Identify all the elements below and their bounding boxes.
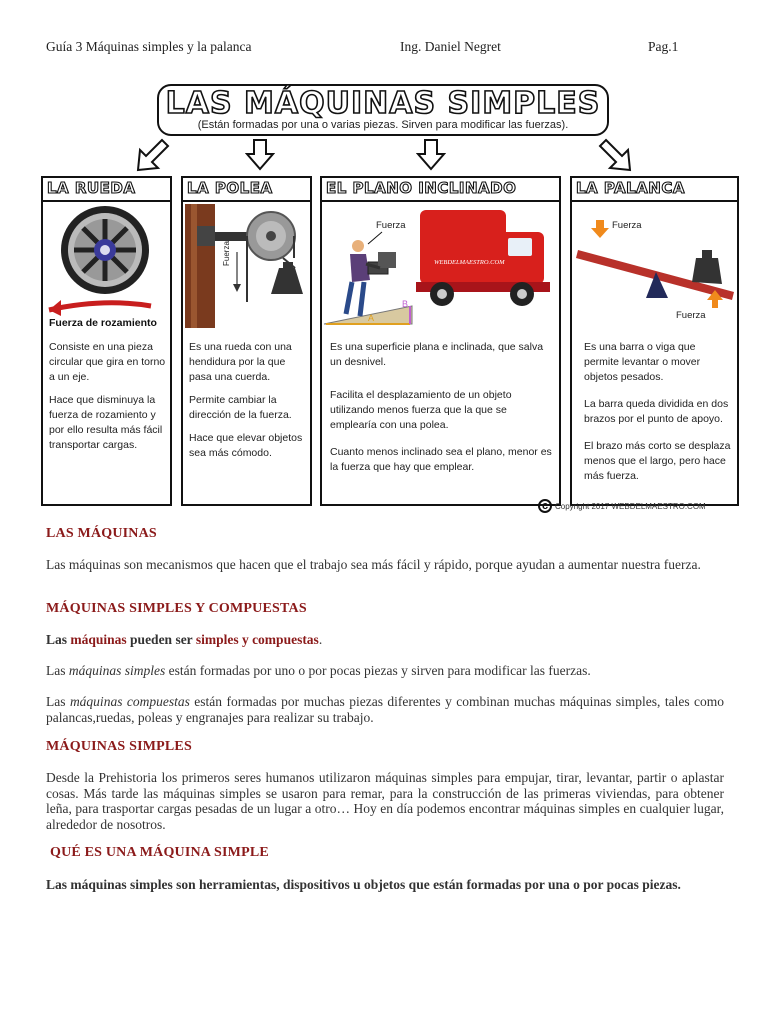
text-run: pueden ser <box>126 632 196 647</box>
copyright-icon: c <box>538 499 552 513</box>
panel-plano-title: EL PLANO INCLINADO <box>322 178 559 202</box>
panel-palanca-paragraph: Es una barra o viga que permite levantar o mover objetos pesados. <box>584 341 701 383</box>
panel-polea <box>181 176 312 506</box>
text-run: máquinas <box>70 632 127 647</box>
section-heading-simples: MÁQUINAS SIMPLES <box>46 739 192 754</box>
plane-point-a-label: A <box>368 313 375 323</box>
arrow-to-palanca-icon <box>596 136 636 174</box>
section-heading-simples-compuestas: MÁQUINAS SIMPLES Y COMPUESTAS <box>46 601 307 616</box>
lever-illustration <box>572 202 737 330</box>
wheel-force-label: Fuerza de rozamiento <box>49 317 157 329</box>
copyright-text: Copyright 2017 WEBDELMAESTRO.COM <box>555 501 706 511</box>
text-run: Las <box>46 663 69 678</box>
plane-point-b-label: B <box>402 299 409 309</box>
panel-rueda-paragraph: Consiste en una pieza circular que gira en torno a un eje. <box>49 341 166 383</box>
section-heading-maquinas: LAS MÁQUINAS <box>46 526 157 541</box>
header-page-number: Pag.1 <box>648 39 679 54</box>
text-run: están formadas por uno o por pocas piezas y sirven para modificar las fuerzas. <box>165 663 591 678</box>
panel-rueda-text <box>49 340 166 461</box>
truck-brand-text: WEBDELMAESTRO.COM <box>434 259 505 266</box>
infographic-subtitle: (Están formadas por una o varias piezas. Sirven para modificar las fuerzas). <box>197 119 569 131</box>
panel-palanca-paragraph: El brazo más corto se desplaza menos que el largo, pero hace más fuerza. <box>584 440 731 482</box>
copyright-notice <box>538 499 706 513</box>
lever-force-top-label: Fuerza <box>612 220 642 231</box>
panel-palanca-paragraph: La barra queda dividida en dos brazos por el punto de apoyo. <box>584 398 729 425</box>
panel-polea-paragraph: Es una rueda con una hendidura por la que pasa una cuerda. <box>189 341 292 383</box>
panel-palanca-text <box>584 340 733 492</box>
infographic-title-box <box>157 84 609 136</box>
panel-rueda-paragraph: Hace que disminuya la fuerza de rozamiento y por ello resulta más fácil transportar cargas. <box>49 394 163 451</box>
text-run: Las <box>46 632 71 647</box>
lever-force-bottom-label: Fuerza <box>676 310 706 321</box>
text-run: . <box>318 632 323 647</box>
panel-polea-paragraph: Permite cambiar la dirección de la fuerza. <box>189 394 292 421</box>
panel-plano-paragraph: Es una superficie plana e inclinada, que salva un desnivel. <box>330 341 544 368</box>
plane-force-label: Fuerza <box>376 220 406 231</box>
arrow-to-rueda-icon <box>132 136 172 174</box>
section-heading-que-es: QUÉ ES UNA MÁQUINA SIMPLE <box>50 845 269 860</box>
pulley-force-label: Fuerza <box>222 241 231 266</box>
text-run: Las <box>46 694 70 709</box>
panel-palanca <box>570 176 739 506</box>
section-text-maquinas: Las máquinas son mecanismos que hacen que el trabajo sea más fácil y rápido, porque ayudan a aumentar nuestra fuerza. <box>46 557 701 572</box>
panel-palanca-title: LA PALANCA <box>572 178 737 202</box>
panel-plano-paragraph: Facilita el desplazamiento de un objeto utilizando menos fuerza que la que se emplearía con una polea. <box>330 389 512 431</box>
simples-compuestas-line2 <box>46 663 724 679</box>
panel-rueda <box>41 176 172 506</box>
panel-plano-text <box>330 340 555 483</box>
panel-polea-title: LA POLEA <box>183 178 310 202</box>
pulley-illustration <box>183 202 310 330</box>
text-run: máquinas compuestas <box>69 694 190 709</box>
arrow-to-plano-icon <box>416 138 446 172</box>
header-author: Ing. Daniel Negret <box>400 39 501 54</box>
text-run: están formadas por muchas piezas diferentes y combinan muchas máquinas simples, tales como palancas,ruedas, poleas y engranajes para realizar su trabajo. <box>46 694 724 725</box>
wheel-illustration <box>43 202 170 330</box>
inclined-plane-illustration <box>322 202 559 330</box>
panel-plano-paragraph: Cuanto menos inclinado sea el plano, menor es la fuerza que hay que emplear. <box>330 446 552 473</box>
text-run: simples y compuestas <box>195 632 319 647</box>
panel-polea-text <box>189 340 306 469</box>
simples-compuestas-line1 <box>46 632 724 648</box>
section-text-que-es: Las máquinas simples son herramientas, dispositivos u objetos que están formadas por una o por pocas piezas. <box>46 877 681 892</box>
panel-polea-paragraph: Hace que elevar objetos sea más cómodo. <box>189 432 303 459</box>
simples-compuestas-line3 <box>46 694 724 725</box>
panel-plano-inclinado <box>320 176 561 506</box>
section-text-simples: Desde la Prehistoria los primeros seres humanos utilizaron máquinas simples para empujar, tirar, levantar, partir o aplastar cosas. Más tarde las máquinas simples se usaron para remar, para la construcción de las primeras viviendas, para obtener leña, para trasportar cargas pesadas de un lugar a otro… Hoy en día podemos encontrar máquinas simples en cualquier lugar, alrededor de nosotros. <box>46 770 724 832</box>
arrow-to-polea-icon <box>245 138 275 172</box>
panel-rueda-title: LA RUEDA <box>43 178 170 202</box>
header-guide-title: Guía 3 Máquinas simples y la palanca <box>46 39 252 54</box>
infographic-title: LAS MÁQUINAS SIMPLES <box>165 86 601 121</box>
text-run: máquinas simples <box>68 663 166 678</box>
